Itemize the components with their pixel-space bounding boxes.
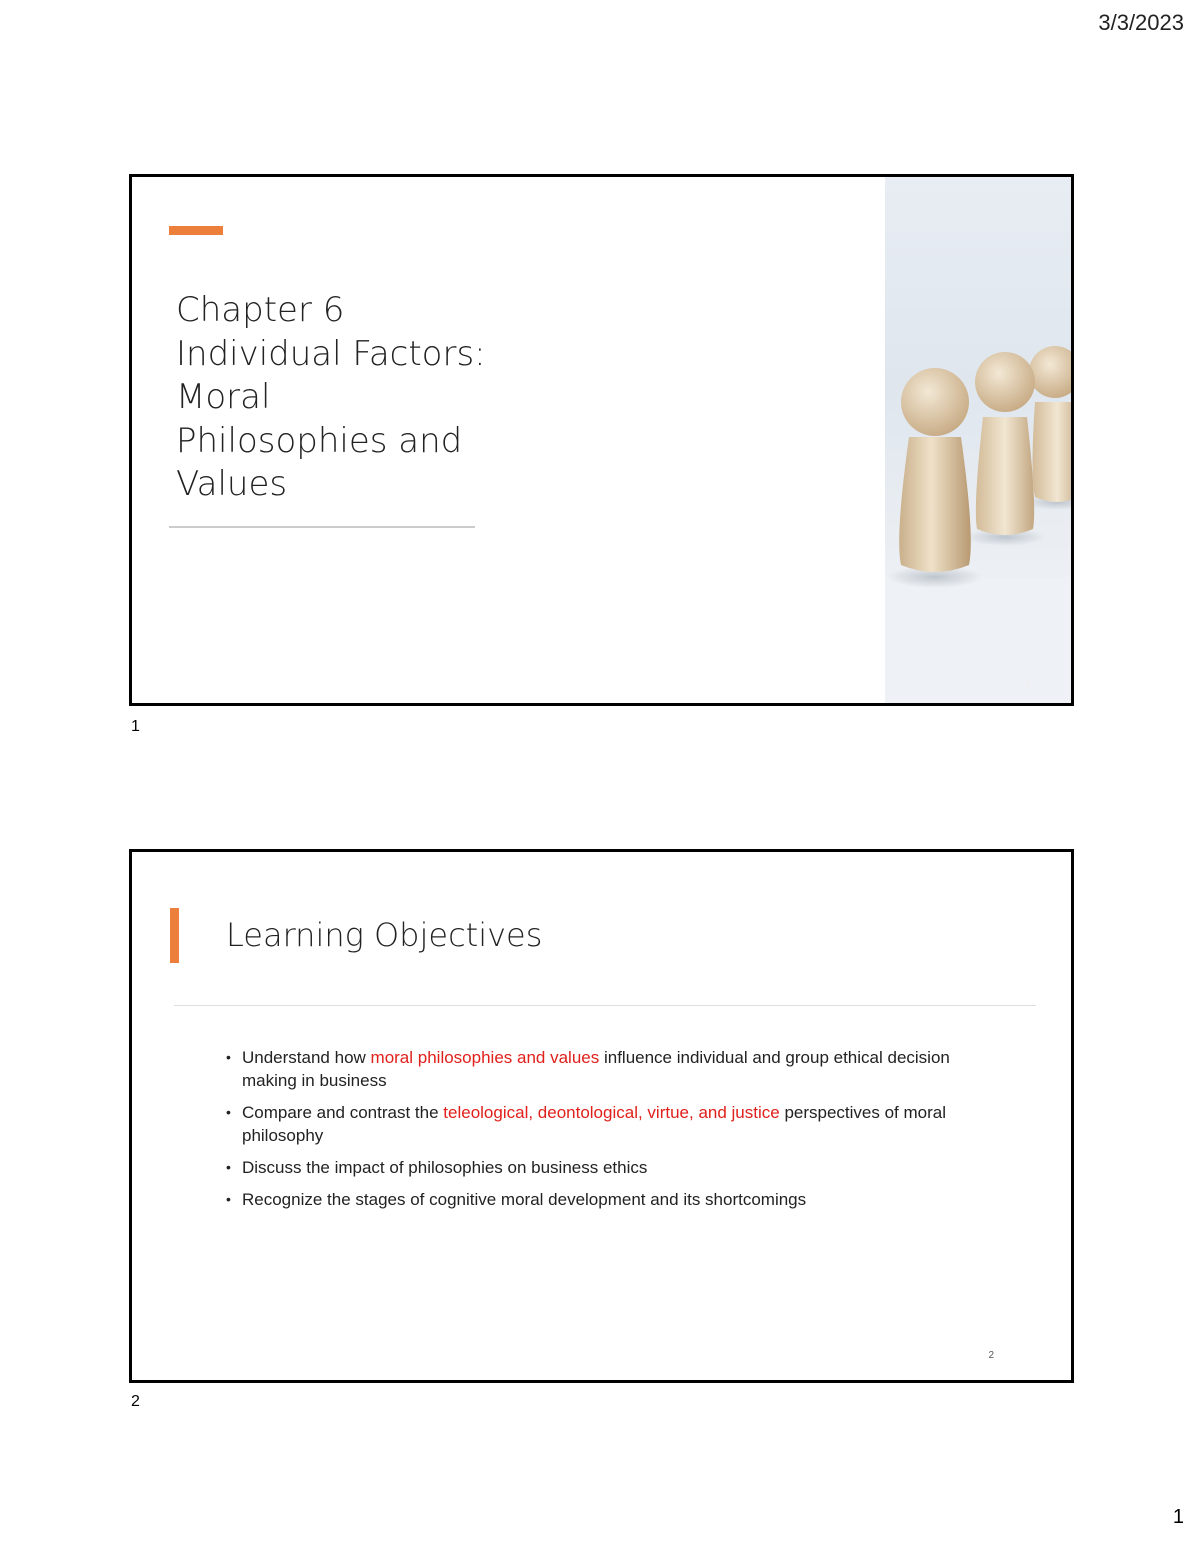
- slide-caption: 1: [131, 718, 140, 735]
- slide-number: 1: [1025, 679, 1031, 689]
- list-item: • Compare and contrast the teleological, deontological, virtue, and justice perspectives of moral philosophy: [224, 1101, 1004, 1147]
- title-divider: [169, 526, 475, 528]
- page-number: 1: [1172, 1506, 1184, 1528]
- title-divider: [174, 1005, 1036, 1006]
- slide-title: Learning Objectives: [226, 916, 543, 954]
- slide-2: [129, 849, 1074, 1383]
- title-line: Moral: [176, 377, 271, 417]
- slide-1: [129, 174, 1074, 706]
- accent-dash: [169, 226, 223, 235]
- slide-title: [176, 289, 496, 507]
- title-line: Values: [176, 464, 288, 504]
- wooden-figures-image: [885, 177, 1071, 703]
- title-line: Chapter 6: [176, 290, 345, 330]
- accent-bar: [170, 908, 179, 963]
- list-item: • Discuss the impact of philosophies on business ethics: [224, 1156, 1004, 1179]
- slide-caption: 2: [131, 1393, 140, 1410]
- slide-number: 2: [988, 1350, 994, 1361]
- objectives-list: [224, 1046, 1004, 1220]
- list-item: • Recognize the stages of cognitive moral development and its shortcomings: [224, 1188, 1004, 1211]
- title-line: Individual Factors:: [176, 333, 486, 374]
- page-date: 3/3/2023: [1098, 10, 1184, 35]
- title-line: Philosophies and: [176, 420, 463, 461]
- list-item: • Understand how moral philosophies and values influence individual and group ethical decision making in business: [224, 1046, 1004, 1092]
